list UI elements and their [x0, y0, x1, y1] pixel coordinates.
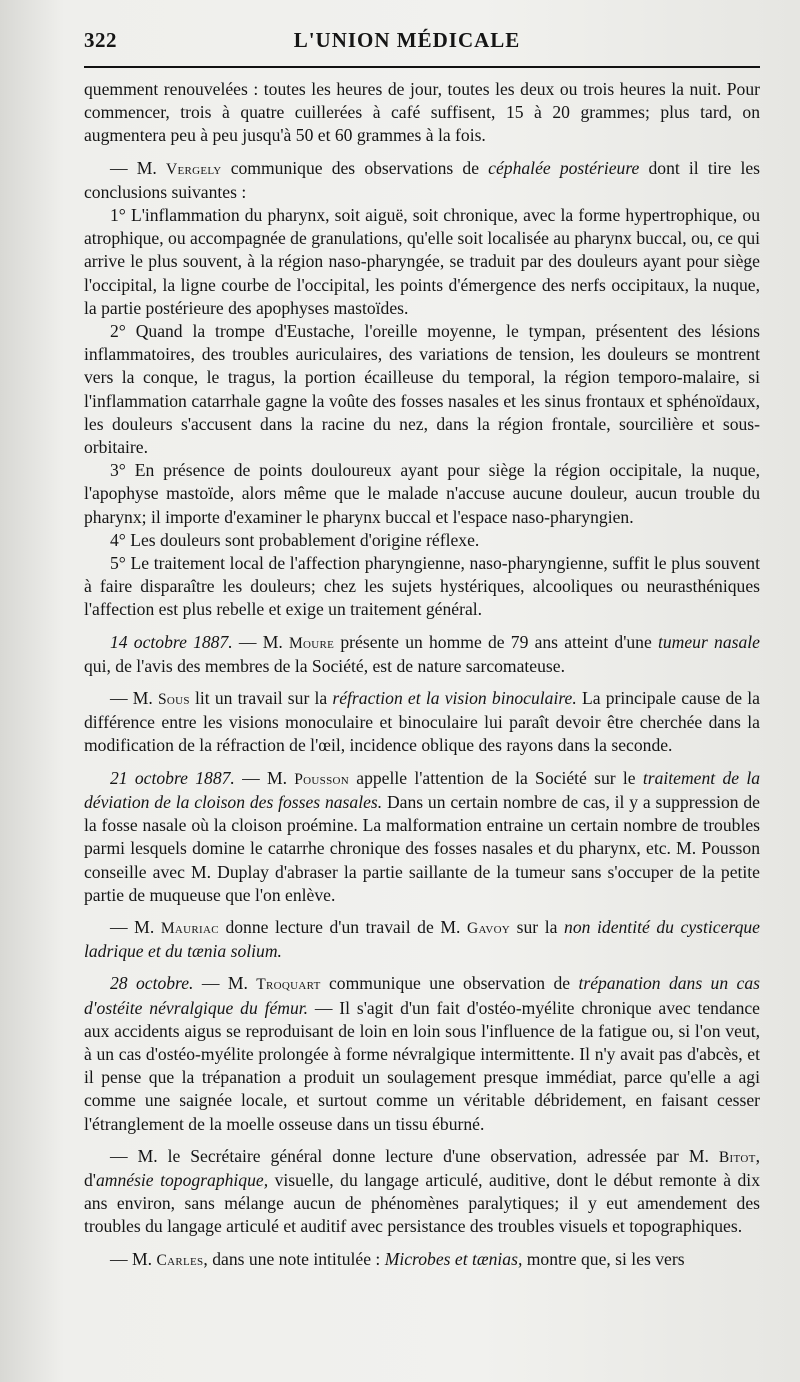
text-run: dont il tire les conclusions suivantes : — [84, 157, 760, 202]
topic-title: traitement de la déviation de la cloison des fosses nasales. — [84, 767, 761, 812]
author-name: Pousson — [294, 770, 349, 788]
running-head — [84, 28, 760, 62]
text-run: montre que, si les vers — [522, 1248, 685, 1269]
conclusion-5: 5° Le traitement local de l'affection pharyngienne, naso-pharyngienne, suffit le plus souvent à faire disparaître les douleurs; chez les sujets hystériques, alcooliques ou neurasthéniques l'affection est plus rebelle et exige un traitement général. — [84, 553, 760, 620]
text-run: — Il s'agit d'un fait d'ostéo-myélite chronique avec tendance aux accidents aigus se reproduisant de loin en loin sous l'influence de la fatigue ou, si l'on veut, à un cas d'ostéo-myélite prolongée à forme névralgique intermittente. Il n'y avait pas d'abcès, et il pense que la trépanation a produit un soulagement presque immédiat, parce qu'elle a agi comme une saignée locale, et surtout comme un véritable débridement, en faisant cesser l'étranglement de la moelle osseuse dans un tissu éburné. — [84, 997, 760, 1134]
topic-title: réfraction et la vision binoculaire. — [332, 688, 577, 709]
text-run: communique des observations de — [221, 157, 489, 178]
text-run: qui, de l'avis des membres de la Société, est de nature sarcomateuse. — [84, 655, 565, 676]
author-name: Vergely — [165, 160, 222, 178]
conclusion-3: 3° En présence de points douloureux ayant pour siège la région occipitale, la nuque, l'apophyse mastoïde, alors même que le malade n'accuse aucune douleur, aucun trouble du pharynx; il importe d'examiner le pharynx buccal et l'espace naso-pharyngien. — [84, 460, 760, 527]
text-run: lit un travail sur la — [189, 688, 333, 709]
journal-title: L'UNION MÉDICALE — [293, 28, 521, 52]
text-run: — M. — [110, 916, 161, 937]
paragraph-vergely — [84, 157, 760, 204]
paragraph-troquart — [84, 972, 760, 1135]
author-name: Bitot — [718, 1148, 756, 1166]
paragraph-dosage: quemment renouvelées : toutes les heures de jour, toutes les deux ou trois heures la nuit. Pour commencer, trois à quatre cuillerées à café suffisent, 15 à 20 grammes; plus tard, on augmentera peu à peu jusqu'à 50 et 60 grammes à la fois. — [84, 79, 760, 146]
topic-title: céphalée postérieure — [488, 157, 640, 178]
text-run: — M. — [110, 157, 166, 178]
text-run: — M. — [193, 973, 257, 994]
text-run: — M. — [110, 1248, 157, 1269]
author-name: Sous — [158, 691, 190, 709]
text-run: — M. — [232, 631, 289, 652]
paragraph-sous — [84, 687, 760, 758]
topic-title: non identité du cysticerque ladrique et du tænia solium. — [84, 916, 760, 962]
author-name: Moure — [288, 634, 335, 652]
page-number: 322 — [84, 28, 117, 52]
author-name: Mauriac — [160, 919, 219, 937]
conclusion-2: 2° Quand la trompe d'Eustache, l'oreille moyenne, le tympan, présentent des lésions inflammatoires, des troubles auriculaires, des variations de tension, les douleurs se montrent vers la conque, le tragus, la portion écailleuse du temporal, la région temporo-malaire, si l'inflammation catarrhale gagne la voûte des fosses nasales et les sinus frontaux et sphénoïdaux, les douleurs s'accusent dans la racine du nez, dans la région frontale, sourcilière et sous-orbitaire. — [84, 321, 760, 458]
text-run: — M. le Secrétaire général donne lecture d'une observation, adressée par M. — [110, 1145, 719, 1166]
text-run: appelle l'attention de la Société sur le — [349, 767, 643, 788]
topic-title: amnésie topographique, — [95, 1169, 269, 1190]
header-rule — [84, 66, 760, 68]
text-run: , d' — [84, 1145, 760, 1190]
paragraph-pousson — [84, 767, 760, 907]
text-run: présente un homme de 79 ans atteint d'une — [334, 631, 658, 652]
author-name: Gavoy — [467, 919, 511, 937]
paragraph-mauriac — [84, 916, 760, 963]
topic-title: tumeur nasale — [657, 631, 760, 652]
session-date: 14 octobre 1887. — [110, 631, 233, 652]
text-run: visuelle, du langage articulé, auditive, dont le début remonte à dix ans environ, sans mélange aucun de phénomènes paralytiques; il y eut amendement des troubles du langage articulé et auditif avec persistance des troubles visuels et topographiques. — [84, 1169, 760, 1237]
text-run: communique une observation de — [320, 973, 579, 994]
text-run: sur la — [510, 916, 565, 937]
topic-title: Microbes et tænias, — [384, 1248, 523, 1269]
session-date: 21 octobre 1887. — [110, 767, 235, 788]
paragraph-moure — [84, 631, 760, 678]
author-name: Carles — [156, 1251, 204, 1269]
paragraph-carles — [84, 1248, 760, 1272]
topic-title: trépanation dans un cas d'ostéite névralgique du fémur. — [84, 973, 760, 1018]
paragraph-bitot — [84, 1145, 760, 1239]
conclusion-1: 1° L'inflammation du pharynx, soit aiguë, soit chronique, avec la forme hypertrophique, ou atrophique, ou accompagnée de granulations, qu'elle soit localisée au pharynx buccal, ou, ce qui arrive le plus souvent, à la région naso-pharyngée, se traduit par des douleurs ayant pour siège l'occipital, la ligne courbe de l'occipital, les points d'émergence des nerfs occipitaux, la nuque, la partie postérieure des apophyses mastoïdes. — [84, 205, 760, 318]
text-run: La principale cause de la différence entre les visions monoculaire et binoculaire lui paraît devoir être cherchée dans la modification de la réfraction de l'œil, incidence oblique des rayons dans la seconde. — [84, 688, 760, 756]
text-run: — M. — [110, 688, 159, 709]
text-run: donne lecture d'un travail de M. — [218, 916, 467, 937]
author-name: Troquart — [256, 976, 321, 994]
article-body — [84, 78, 760, 1272]
text-run: — M. — [234, 767, 295, 788]
session-date: 28 octobre. — [110, 973, 194, 994]
text-run: , dans une note intitulée : — [203, 1248, 385, 1269]
text-run: Dans un certain nombre de cas, il y a suppression de la fosse nasale où la cloison proémine. La malformation entraine un certain nombre de troubles parmi lesquels domine le catarrhe chronique des fosses nasales et du pharynx, etc. M. Pousson conseille avec M. Duplay d'abraser la partie saillante de la tumeur sans s'occuper de la petite partie de muqueuse que l'on enlève. — [84, 791, 760, 905]
conclusion-4: 4° Les douleurs sont probablement d'origine réflexe. — [110, 529, 480, 550]
